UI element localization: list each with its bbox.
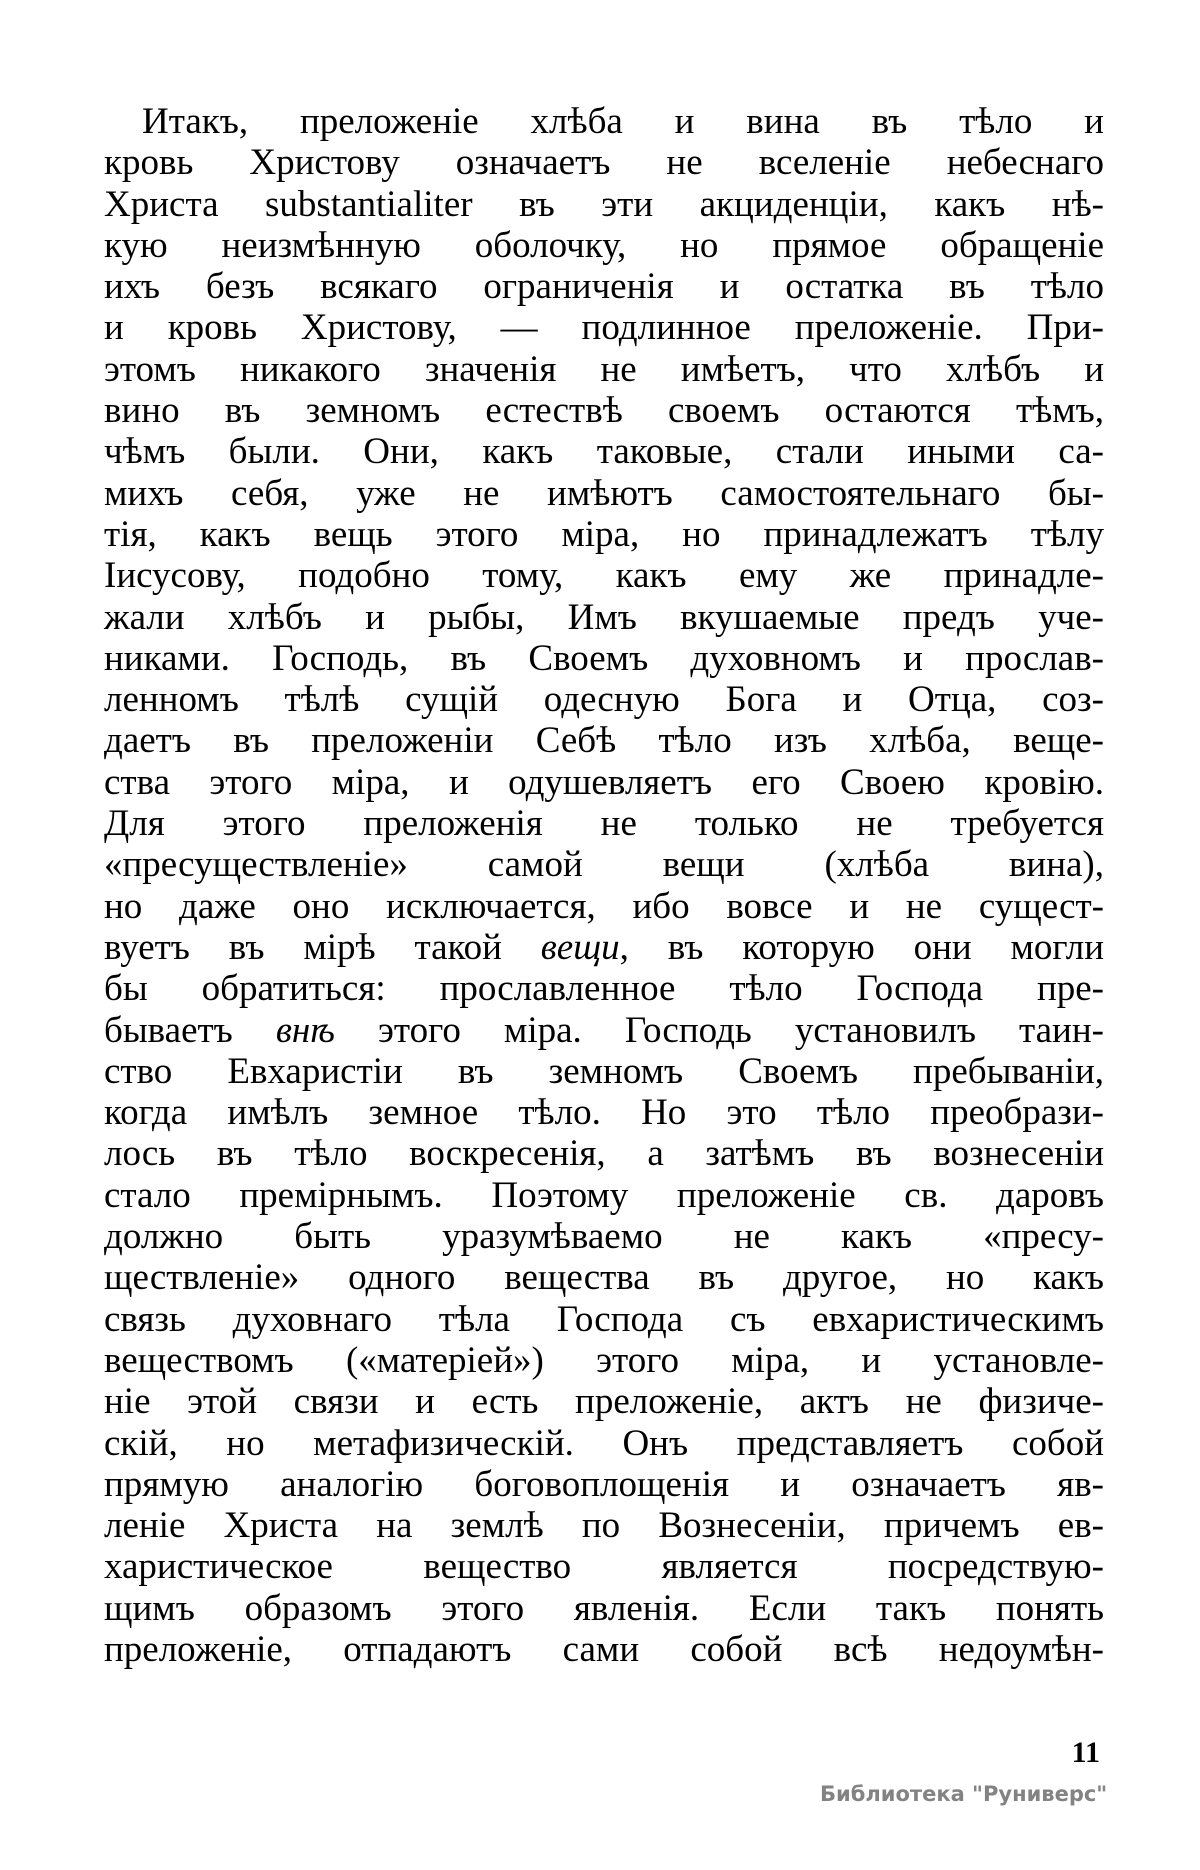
text-line: щимъ образомъ этого явленiя. Если такъ понять: [104, 1587, 1104, 1629]
text-line: Для этого преложенiя не только не требуется: [104, 803, 1104, 845]
text-line: никами. Господь, въ Своемъ духовномъ и прослав-: [104, 637, 1104, 679]
text-line: ство Евхаристiи въ земномъ Своемъ пребыванiи,: [104, 1050, 1104, 1092]
library-watermark: Библиотека "Руниверс": [820, 1782, 1108, 1806]
text-line: ства этого мiра, и одушевляетъ его Своею кровiю.: [104, 761, 1104, 803]
text-line: Iисусову, подобно тому, какъ ему же принадле-: [104, 555, 1104, 597]
text-line: этомъ никакого значенiя не имѣетъ, что хлѣбъ и: [104, 348, 1104, 390]
page-number: 11: [1071, 1736, 1100, 1769]
text-line: чѣмъ были. Они, какъ таковые, стали иными са-: [104, 431, 1104, 473]
text-line: преложенiе, отпадаютъ сами собой всѣ недоумѣн-: [104, 1628, 1104, 1670]
text-line: даетъ въ преложенiи Себѣ тѣло изъ хлѣба, веще-: [104, 720, 1104, 762]
italic-word: вещи: [540, 926, 620, 968]
text-line: лось въ тѣло воскресенiя, а затѣмъ въ вознесенiи: [104, 1133, 1104, 1175]
text-segment: бываетъ: [104, 1009, 276, 1051]
text-line: [104, 1010, 1104, 1051]
text-line: ихъ безъ всякаго ограниченiя и остатка въ тѣло: [104, 266, 1104, 308]
italic-word: внѣ: [275, 1009, 335, 1051]
text-line: стало премiрнымъ. Поэтому преложенiе св. даровъ: [104, 1174, 1104, 1216]
page-body-text: [104, 101, 1104, 1670]
text-line: нiе этой связи и есть преложенiе, актъ не физиче-: [104, 1381, 1104, 1423]
text-line: Итакъ, преложенiе хлѣба и вина въ тѣло и: [142, 101, 1104, 142]
text-line: кровь Христову означаетъ не вселенiе небеснаго: [104, 142, 1104, 184]
text-line: харистическое вещество является посредствую-: [104, 1546, 1104, 1588]
text-line: ленномъ тѣлѣ сущiй одесную Бога и Отца, соз-: [104, 679, 1104, 721]
text-line: тiя, какъ вещь этого мiра, но принадлежатъ тѣлу: [104, 513, 1104, 555]
text-line: ленiе Христа на землѣ по Вознесенiи, причемъ ев-: [104, 1505, 1104, 1547]
text-line: и кровь Христову, — подлинное преложенiе. При-: [104, 307, 1104, 349]
text-line: связь духовнаго тѣла Господа съ евхаристическимъ: [104, 1298, 1104, 1340]
text-segment: этого мiра. Господь установилъ таин-: [334, 1009, 1104, 1051]
text-line: жали хлѣбъ и рыбы, Имъ вкушаемые предъ уче-: [104, 596, 1104, 638]
text-line: скiй, но метафизическiй. Онъ представляетъ собой: [104, 1422, 1104, 1464]
text-line: «пресуществленiе» самой вещи (хлѣба вина),: [104, 844, 1104, 886]
text-segment: вуетъ въ мiрѣ такой: [104, 926, 541, 968]
text-line: когда имѣлъ земное тѣло. Но это тѣло преобрази-: [104, 1092, 1104, 1134]
text-line: но даже оно исключается, ибо вовсе и не сущест-: [104, 885, 1104, 927]
text-segment: , въ которую они могли: [619, 926, 1104, 968]
text-line: прямую аналогiю боговоплощенiя и означаетъ яв-: [104, 1463, 1104, 1505]
text-line: должно быть уразумѣваемо не какъ «пресу-: [104, 1216, 1104, 1258]
text-line: ществленiе» одного вещества въ другое, но какъ: [104, 1257, 1104, 1299]
text-line: [104, 927, 1104, 968]
text-line: михъ себя, уже не имѣютъ самостоятельнаго бы-: [104, 472, 1104, 514]
text-line: веществомъ («матерiей») этого мiра, и установле-: [104, 1339, 1104, 1381]
text-line: вино въ земномъ естествѣ своемъ остаются тѣмъ,: [104, 390, 1104, 432]
text-line: Христа substantialiter въ эти акциденцiи, какъ нѣ-: [104, 183, 1104, 225]
text-line: кую неизмѣнную оболочку, но прямое обращенiе: [104, 224, 1104, 266]
text-line: бы обратиться: прославленное тѣло Господа пре-: [104, 968, 1104, 1010]
